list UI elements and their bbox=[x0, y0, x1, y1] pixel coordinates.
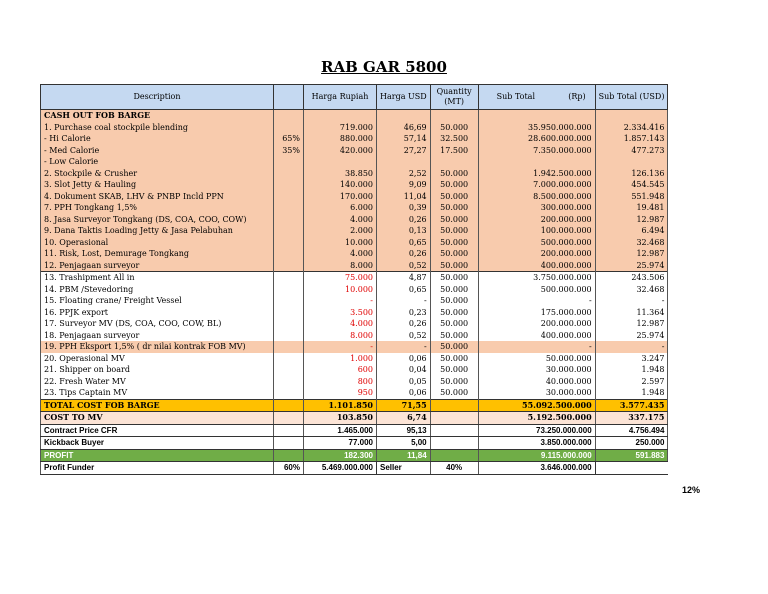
table-cell: 6,74 bbox=[377, 412, 431, 425]
table-cell bbox=[595, 156, 668, 168]
table-row bbox=[41, 462, 668, 475]
table-cell bbox=[430, 412, 478, 425]
table-cell: 0,13 bbox=[377, 225, 431, 237]
table-cell: 200.000.000 bbox=[478, 248, 595, 260]
table-cell: 50.000 bbox=[430, 191, 478, 203]
table-cell: 35.950.000.000 bbox=[478, 122, 595, 134]
table-cell: 2,52 bbox=[377, 168, 431, 180]
table-cell: 0,06 bbox=[377, 353, 431, 365]
table-cell: 0,39 bbox=[377, 202, 431, 214]
table-cell: 100.000.000 bbox=[478, 225, 595, 237]
table-cell: 4.000 bbox=[304, 318, 377, 330]
table-cell: 11,04 bbox=[377, 191, 431, 203]
table-cell: 2. Stockpile & Crusher bbox=[41, 168, 274, 180]
table-cell: 50.000 bbox=[430, 341, 478, 353]
table-cell: 1.465.000 bbox=[304, 424, 377, 437]
table-cell: 8.500.000.000 bbox=[478, 191, 595, 203]
table-cell bbox=[274, 376, 304, 388]
table-cell: 12.987 bbox=[595, 214, 668, 226]
table-cell: - bbox=[304, 295, 377, 307]
table-cell bbox=[274, 191, 304, 203]
table-cell: 170.000 bbox=[304, 191, 377, 203]
table-cell: 0,05 bbox=[377, 376, 431, 388]
table-cell: - bbox=[478, 341, 595, 353]
table-cell: 2.597 bbox=[595, 376, 668, 388]
table-cell: - bbox=[478, 295, 595, 307]
table-cell: 0,52 bbox=[377, 330, 431, 342]
table-cell bbox=[274, 237, 304, 249]
table-cell: 57,14 bbox=[377, 133, 431, 145]
table-cell bbox=[274, 168, 304, 180]
table-cell: 4.000 bbox=[304, 214, 377, 226]
table-cell: 0,65 bbox=[377, 237, 431, 249]
table-cell: 50.000 bbox=[430, 364, 478, 376]
table-row bbox=[41, 122, 668, 134]
table-cell: 243.506 bbox=[595, 272, 668, 284]
table-cell: 11. Risk, Lost, Demurage Tongkang bbox=[41, 248, 274, 260]
header-description: Description bbox=[41, 85, 274, 110]
table-cell: 3. Slot Jetty & Hauling bbox=[41, 179, 274, 191]
table-row bbox=[41, 318, 668, 330]
table-cell: 65% bbox=[274, 133, 304, 145]
table-row bbox=[41, 214, 668, 226]
table-cell bbox=[274, 272, 304, 284]
table-cell: 11,84 bbox=[377, 449, 431, 462]
table-row bbox=[41, 449, 668, 462]
table-cell: 400.000.000 bbox=[478, 260, 595, 272]
table-cell bbox=[274, 295, 304, 307]
table-cell: 28.600.000.000 bbox=[478, 133, 595, 145]
table-cell: CASH OUT FOB BARGE bbox=[41, 110, 274, 122]
table-cell: 3.646.000.000 bbox=[478, 462, 595, 475]
header-subtotal-rp-label: Sub Total bbox=[496, 92, 536, 101]
table-cell: 21. Shipper on board bbox=[41, 364, 274, 376]
table-cell: 17. Surveyor MV (DS, COA, COO, COW, BL) bbox=[41, 318, 274, 330]
table-cell bbox=[274, 437, 304, 450]
table-cell bbox=[274, 225, 304, 237]
table-cell: 12.987 bbox=[595, 318, 668, 330]
table-cell: 12.987 bbox=[595, 248, 668, 260]
table-cell: 420.000 bbox=[304, 145, 377, 157]
table-cell: 50.000 bbox=[430, 179, 478, 191]
header-harga-usd: Harga USD bbox=[377, 85, 431, 110]
table-cell: 0,23 bbox=[377, 307, 431, 319]
table-cell: 77.000 bbox=[304, 437, 377, 450]
table-cell: 50.000 bbox=[430, 272, 478, 284]
table-cell bbox=[274, 284, 304, 296]
table-cell: 40.000.000 bbox=[478, 376, 595, 388]
sheet-title: RAB GAR 5800 bbox=[321, 58, 447, 76]
table-cell: - Hi Calorie bbox=[41, 133, 274, 145]
table-cell: 71,55 bbox=[377, 399, 431, 412]
table-cell: 1. Purchase coal stockpile blending bbox=[41, 122, 274, 134]
table-row bbox=[41, 399, 668, 412]
table-cell: 75.000 bbox=[304, 272, 377, 284]
table-cell: 0,06 bbox=[377, 387, 431, 399]
table-cell: 22. Fresh Water MV bbox=[41, 376, 274, 388]
table-cell: - bbox=[304, 341, 377, 353]
table-cell: 50.000 bbox=[430, 248, 478, 260]
table-cell: 10.000 bbox=[304, 284, 377, 296]
table-cell: 50.000 bbox=[430, 237, 478, 249]
table-cell: 18. Penjagaan surveyor bbox=[41, 330, 274, 342]
header-subtotal-rp-unit: (Rp) bbox=[568, 92, 586, 101]
table-cell: 591.883 bbox=[595, 449, 668, 462]
table-cell: 551.948 bbox=[595, 191, 668, 203]
table-cell bbox=[274, 260, 304, 272]
table-row bbox=[41, 225, 668, 237]
table-cell: 1.942.500.000 bbox=[478, 168, 595, 180]
header-percent bbox=[274, 85, 304, 110]
table-cell bbox=[274, 424, 304, 437]
header-harga-rupiah: Harga Rupiah bbox=[304, 85, 377, 110]
table-cell: 0,26 bbox=[377, 248, 431, 260]
table-cell: 60% bbox=[274, 462, 304, 475]
table-cell: 454.545 bbox=[595, 179, 668, 191]
table-cell bbox=[274, 449, 304, 462]
table-cell: 11.364 bbox=[595, 307, 668, 319]
table-cell: COST TO MV bbox=[41, 412, 274, 425]
table-cell: 15. Floating crane/ Freight Vessel bbox=[41, 295, 274, 307]
table-cell bbox=[274, 318, 304, 330]
table-cell bbox=[595, 462, 668, 475]
table-cell: 200.000.000 bbox=[478, 318, 595, 330]
table-cell bbox=[274, 387, 304, 399]
table-row bbox=[41, 364, 668, 376]
table-cell: 9,09 bbox=[377, 179, 431, 191]
table-cell: 3.247 bbox=[595, 353, 668, 365]
table-cell: 13. Trashipment All in bbox=[41, 272, 274, 284]
table-cell: - bbox=[595, 295, 668, 307]
table-cell: 4.756.494 bbox=[595, 424, 668, 437]
table-row bbox=[41, 145, 668, 157]
table-cell: 10. Operasional bbox=[41, 237, 274, 249]
table-row bbox=[41, 156, 668, 168]
table-cell: 5.469.000.000 bbox=[304, 462, 377, 475]
table-cell bbox=[377, 110, 431, 122]
table-cell: 4,87 bbox=[377, 272, 431, 284]
table-cell: 6.000 bbox=[304, 202, 377, 214]
table-cell: 50.000 bbox=[430, 295, 478, 307]
table-cell: 0,65 bbox=[377, 284, 431, 296]
table-cell bbox=[274, 399, 304, 412]
table-row bbox=[41, 437, 668, 450]
table-cell: 4.000 bbox=[304, 248, 377, 260]
table-cell: - bbox=[377, 295, 431, 307]
table-cell: 600 bbox=[304, 364, 377, 376]
table-cell: 3.850.000.000 bbox=[478, 437, 595, 450]
header-quantity: Quantity (MT) bbox=[430, 85, 478, 110]
table-cell: - bbox=[377, 341, 431, 353]
table-cell: 12. Penjagaan surveyor bbox=[41, 260, 274, 272]
table-cell bbox=[430, 449, 478, 462]
table-row bbox=[41, 387, 668, 399]
table-cell: 7.000.000.000 bbox=[478, 179, 595, 191]
table-cell: 50.000 bbox=[430, 202, 478, 214]
table-cell: 20. Operasional MV bbox=[41, 353, 274, 365]
table-cell: TOTAL COST FOB BARGE bbox=[41, 399, 274, 412]
table-cell: 8. Jasa Surveyor Tongkang (DS, COA, COO, COW) bbox=[41, 214, 274, 226]
table-cell: 103.850 bbox=[304, 412, 377, 425]
table-cell: 3.577.435 bbox=[595, 399, 668, 412]
table-cell: 23. Tips Captain MV bbox=[41, 387, 274, 399]
table-row bbox=[41, 202, 668, 214]
table-cell bbox=[274, 412, 304, 425]
table-cell: 19.481 bbox=[595, 202, 668, 214]
table-cell bbox=[274, 353, 304, 365]
table-cell bbox=[304, 156, 377, 168]
table-cell: 250.000 bbox=[595, 437, 668, 450]
table-cell: 0,26 bbox=[377, 318, 431, 330]
table-cell bbox=[478, 110, 595, 122]
table-cell: 880.000 bbox=[304, 133, 377, 145]
table-row bbox=[41, 133, 668, 145]
table-cell: 50.000 bbox=[430, 330, 478, 342]
table-cell bbox=[430, 424, 478, 437]
table-row bbox=[41, 237, 668, 249]
table-cell bbox=[274, 122, 304, 134]
table-cell: 175.000.000 bbox=[478, 307, 595, 319]
table-cell: 5,00 bbox=[377, 437, 431, 450]
table-cell: 95,13 bbox=[377, 424, 431, 437]
table-cell bbox=[430, 110, 478, 122]
table-cell: 126.136 bbox=[595, 168, 668, 180]
table-cell: 3.750.000.000 bbox=[478, 272, 595, 284]
table-cell: - bbox=[595, 341, 668, 353]
table-cell: 182.300 bbox=[304, 449, 377, 462]
table-cell: 50.000 bbox=[430, 122, 478, 134]
table-row bbox=[41, 307, 668, 319]
table-cell bbox=[274, 110, 304, 122]
table-cell: 1.101.850 bbox=[304, 399, 377, 412]
table-cell: 30.000.000 bbox=[478, 387, 595, 399]
table-cell: 1.857.143 bbox=[595, 133, 668, 145]
table-cell bbox=[430, 399, 478, 412]
table-cell: 10.000 bbox=[304, 237, 377, 249]
table-cell bbox=[274, 330, 304, 342]
table-cell: Kickback Buyer bbox=[41, 437, 274, 450]
table-cell: 35% bbox=[274, 145, 304, 157]
table-cell: PROFIT bbox=[41, 449, 274, 462]
table-cell bbox=[274, 364, 304, 376]
table-row bbox=[41, 168, 668, 180]
table-cell: 400.000.000 bbox=[478, 330, 595, 342]
table-cell: 8.000 bbox=[304, 260, 377, 272]
table-cell: 950 bbox=[304, 387, 377, 399]
table-cell: 500.000.000 bbox=[478, 237, 595, 249]
table-cell: 50.000 bbox=[430, 214, 478, 226]
table-row bbox=[41, 191, 668, 203]
table-cell: Profit Funder bbox=[41, 462, 274, 475]
table-cell: 4. Dokument SKAB, LHV & PNBP Incld PPN bbox=[41, 191, 274, 203]
table-row bbox=[41, 248, 668, 260]
table-cell bbox=[274, 202, 304, 214]
table-cell: 8.000 bbox=[304, 330, 377, 342]
table-cell: 19. PPH Eksport 1,5% ( dr nilai kontrak FOB MV) bbox=[41, 341, 274, 353]
table-cell: 200.000.000 bbox=[478, 214, 595, 226]
table-cell: 719.000 bbox=[304, 122, 377, 134]
table-cell: 25.974 bbox=[595, 260, 668, 272]
table-cell: - Med Calorie bbox=[41, 145, 274, 157]
table-cell: 2.334.416 bbox=[595, 122, 668, 134]
table-row bbox=[41, 110, 668, 122]
table-cell: Seller bbox=[377, 462, 431, 475]
table-row bbox=[41, 295, 668, 307]
table-cell: 50.000 bbox=[430, 387, 478, 399]
table-cell: 0,04 bbox=[377, 364, 431, 376]
table-cell: 32.468 bbox=[595, 237, 668, 249]
table-cell: 300.000.000 bbox=[478, 202, 595, 214]
table-cell: 50.000 bbox=[430, 353, 478, 365]
table-cell bbox=[377, 156, 431, 168]
table-cell: 0,52 bbox=[377, 260, 431, 272]
table-cell bbox=[430, 156, 478, 168]
table-row bbox=[41, 376, 668, 388]
table-cell: 1.948 bbox=[595, 364, 668, 376]
table-row bbox=[41, 424, 668, 437]
table-cell: 30.000.000 bbox=[478, 364, 595, 376]
table-cell: 1.000 bbox=[304, 353, 377, 365]
table-cell: 5.192.500.000 bbox=[478, 412, 595, 425]
table-cell: 7. PPH Tongkang 1,5% bbox=[41, 202, 274, 214]
table-cell bbox=[595, 110, 668, 122]
table-cell: 17.500 bbox=[430, 145, 478, 157]
table-cell: 50.000 bbox=[430, 307, 478, 319]
table-cell: 9.115.000.000 bbox=[478, 449, 595, 462]
table-cell bbox=[430, 437, 478, 450]
header-subtotal-rp bbox=[478, 85, 595, 110]
table-cell: 7.350.000.000 bbox=[478, 145, 595, 157]
table-cell bbox=[274, 341, 304, 353]
table-cell: 40% bbox=[430, 462, 478, 475]
table-cell: 27,27 bbox=[377, 145, 431, 157]
table-cell: 1.948 bbox=[595, 387, 668, 399]
table-row bbox=[41, 284, 668, 296]
table-cell bbox=[304, 110, 377, 122]
rab-table bbox=[40, 84, 668, 475]
table-cell: 9. Dana Taktis Loading Jetty & Jasa Pelabuhan bbox=[41, 225, 274, 237]
table-cell: 50.000.000 bbox=[478, 353, 595, 365]
table-cell: 500.000.000 bbox=[478, 284, 595, 296]
table-cell bbox=[274, 156, 304, 168]
table-cell: 6.494 bbox=[595, 225, 668, 237]
table-cell: 50.000 bbox=[430, 376, 478, 388]
table-cell: 14. PBM /Stevedoring bbox=[41, 284, 274, 296]
table-cell: 38.850 bbox=[304, 168, 377, 180]
table-cell bbox=[478, 156, 595, 168]
table-row bbox=[41, 272, 668, 284]
table-cell: 55.092.500.000 bbox=[478, 399, 595, 412]
table-cell: 2.000 bbox=[304, 225, 377, 237]
table-cell: 25.974 bbox=[595, 330, 668, 342]
table-cell: 0,26 bbox=[377, 214, 431, 226]
table-row bbox=[41, 341, 668, 353]
table-cell: 477.273 bbox=[595, 145, 668, 157]
table-cell: 32.468 bbox=[595, 284, 668, 296]
table-cell: 3.500 bbox=[304, 307, 377, 319]
table-cell bbox=[274, 179, 304, 191]
profit-margin: 12% bbox=[682, 485, 701, 495]
table-row bbox=[41, 330, 668, 342]
table-cell: 46,69 bbox=[377, 122, 431, 134]
table-cell bbox=[274, 307, 304, 319]
table-row bbox=[41, 179, 668, 191]
table-cell: 16. PPJK export bbox=[41, 307, 274, 319]
table-cell: 73.250.000.000 bbox=[478, 424, 595, 437]
table-cell: 50.000 bbox=[430, 318, 478, 330]
table-row bbox=[41, 353, 668, 365]
table-cell: 50.000 bbox=[430, 284, 478, 296]
table-cell: - Low Calorie bbox=[41, 156, 274, 168]
table-cell bbox=[274, 214, 304, 226]
table-cell: 32.500 bbox=[430, 133, 478, 145]
table-cell: 337.175 bbox=[595, 412, 668, 425]
table-row bbox=[41, 412, 668, 425]
table-cell: Contract Price CFR bbox=[41, 424, 274, 437]
table-cell: 50.000 bbox=[430, 225, 478, 237]
header-subtotal-usd: Sub Total (USD) bbox=[595, 85, 668, 110]
table-cell: 50.000 bbox=[430, 260, 478, 272]
table-cell bbox=[274, 248, 304, 260]
table-cell: 140.000 bbox=[304, 179, 377, 191]
table-cell: 800 bbox=[304, 376, 377, 388]
table-row bbox=[41, 260, 668, 272]
table-cell: 50.000 bbox=[430, 168, 478, 180]
header-row bbox=[41, 85, 668, 110]
